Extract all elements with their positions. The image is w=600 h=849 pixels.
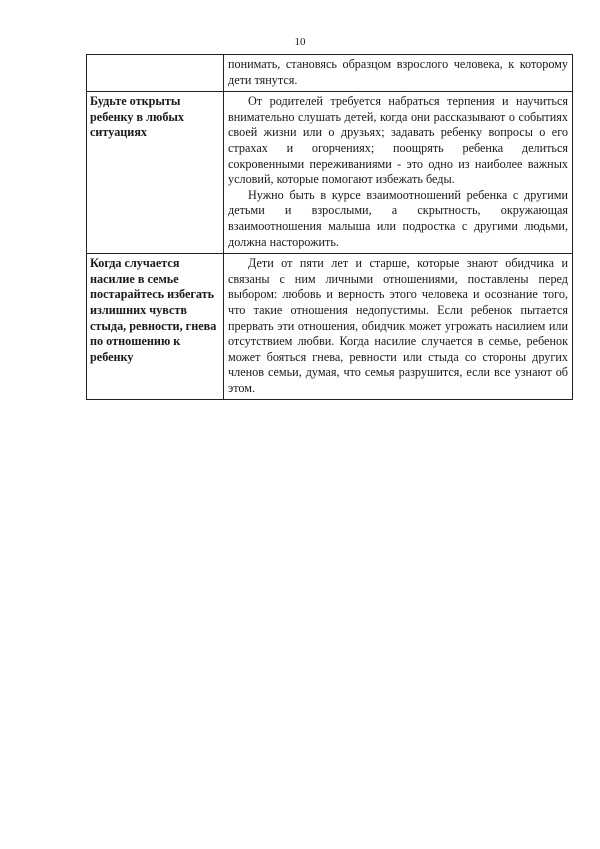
row-heading xyxy=(87,55,224,92)
row-heading: Когда случается насилие в семье постарайтесь избегать излишних чувств стыда, ревности, гнева по отношению к ребенку xyxy=(87,254,224,400)
table-row xyxy=(87,92,573,254)
row-body xyxy=(224,254,573,400)
row-body xyxy=(224,55,573,92)
paragraph: Дети от пяти лет и старше, которые знают обидчика и связаны с ним личными отношениями, поставлены перед выбором: любовь и верность этого человека и осознание того, что такие отношения недопустимы. Если ребенок пытается прервать эти отношения, обидчик может угрожать насилием или отсутствием любви. Когда насилие случается в семье, ребенок может бояться гнева, ревности или стыда со стороны других членов семьи, думая, что семья разрушится, если все узнают об этом. xyxy=(228,256,568,395)
paragraph: понимать, становясь образцом взрослого человека, к которому дети тянутся. xyxy=(228,57,568,87)
table-row xyxy=(87,55,573,92)
row-body xyxy=(224,92,573,254)
table-row xyxy=(87,254,573,400)
row-heading: Будьте открыты ребенку в любых ситуациях xyxy=(87,92,224,254)
paragraph: Нужно быть в курсе взаимоотношений ребенка с другими детьми и взрослыми, а скрытность, окружающая взаимоотношения малыша или подростка с другими людьми, должна насторожить. xyxy=(228,187,568,249)
paragraph: От родителей требуется набраться терпения и научиться внимательно слушать детей, когда они рассказывают о событиях своей жизни или о друзьях; задавать ребенку вопросы о его страхах и огорчениях; поощрять ребенка делиться сокровенными переживаниями - это одно из наиболее важных условий, которые помогают избежать беды. xyxy=(228,94,568,187)
page-number: 10 xyxy=(294,36,306,48)
advice-table xyxy=(86,54,573,400)
